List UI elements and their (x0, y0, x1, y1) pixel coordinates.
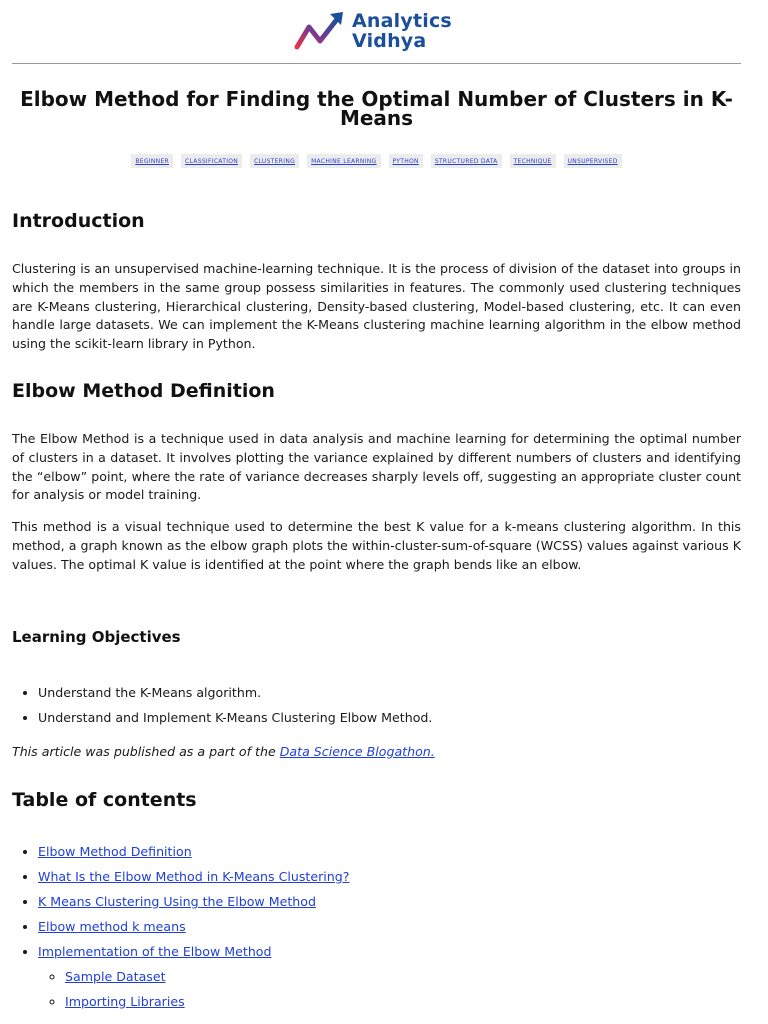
toc-item (38, 864, 767, 889)
tag-classification[interactable]: CLASSIFICATION (181, 154, 242, 168)
toc-link-k-means-using-elbow[interactable]: K Means Clustering Using the Elbow Method (38, 894, 316, 909)
toc-subitem (65, 989, 767, 1014)
tag-structured-data[interactable]: STRUCTURED DATA (431, 154, 502, 168)
tag-beginner[interactable]: BEGINNER (131, 154, 173, 168)
definition-paragraph-2: This method is a visual technique used to determine the best K value for a k-means clustering algorithm. In this method, a graph known as the elbow graph plots the within-cluster-sum-of-square (WCSS) values against various K values. The optimal K value is identified at the point where the graph bends like an elbow. (12, 519, 741, 572)
tag-python[interactable]: PYTHON (389, 154, 423, 168)
tag-unsupervised[interactable]: UNSUPERVISED (564, 154, 622, 168)
toc-link-importing-libraries[interactable]: Importing Libraries (65, 994, 185, 1009)
logo-line-2: Vidhya (352, 30, 427, 52)
toc-link-implementation[interactable]: Implementation of the Elbow Method (38, 944, 272, 959)
definition-heading: Elbow Method Definition (12, 380, 275, 402)
list-item: • Understand the K-Means algorithm. (38, 680, 767, 705)
definition-paragraph-1: The Elbow Method is a technique used in data analysis and machine learning for determining the optimal number of clusters in a dataset. It involves plotting the variance explained by different numbers of clusters and identifying the “elbow” point, where the rate of variance decreases sharply levels off, suggesting an appropriate cluster count for analysis or model training. (12, 431, 741, 503)
list-item: • Understand and Implement K-Means Clustering Elbow Method. (38, 705, 767, 730)
learning-objectives-list (12, 680, 767, 730)
introduction-heading: Introduction (12, 210, 145, 232)
learning-objectives-heading: Learning Objectives (12, 628, 181, 646)
article-title: Elbow Method for Finding the Optimal Number of Clusters in K-Means (20, 87, 733, 130)
toc-link-what-is-elbow-method[interactable]: What Is the Elbow Method in K-Means Clustering? (38, 869, 350, 884)
site-header (12, 0, 741, 64)
introduction-paragraph: Clustering is an unsupervised machine-learning technique. It is the process of division of the dataset into groups in which the members in the same group possess similarities in features. The commonly used clustering techniques are K-Means clustering, Hierarchical clustering, Density-based clustering, Model-based clustering, etc. It can even handle large datasets. We can implement the K-Means clustering machine learning algorithm in the elbow method using the scikit-learn library in Python. (12, 261, 741, 352)
tag-machine-learning[interactable]: MACHINE LEARNING (307, 154, 380, 168)
toc-item (38, 939, 767, 1014)
toc-subitem (65, 964, 767, 989)
toc-sublist (38, 964, 767, 1014)
toc-item (38, 889, 767, 914)
toc-link-elbow-method-k-means[interactable]: Elbow method k means (38, 919, 186, 934)
logo-line-1: Analytics (352, 10, 452, 32)
article-page (12, 0, 741, 1009)
toc-heading: Table of contents (12, 789, 197, 811)
logo-wordmark (352, 11, 452, 51)
toc-link-elbow-method-definition[interactable]: Elbow Method Definition (38, 844, 192, 859)
tag-clustering[interactable]: CLUSTERING (250, 154, 299, 168)
analytics-vidhya-logo-icon (294, 10, 346, 52)
published-note (12, 743, 435, 761)
site-logo[interactable] (294, 10, 452, 52)
tag-list (12, 154, 741, 168)
table-of-contents (12, 839, 767, 1014)
toc-item (38, 914, 767, 939)
tag-technique[interactable]: TECHNIQUE (510, 154, 556, 168)
blogathon-link[interactable]: Data Science Blogathon. (279, 744, 435, 759)
published-note-text: This article was published as a part of the (12, 744, 280, 759)
toc-link-sample-dataset[interactable]: Sample Dataset (65, 969, 166, 984)
toc-item (38, 839, 767, 864)
